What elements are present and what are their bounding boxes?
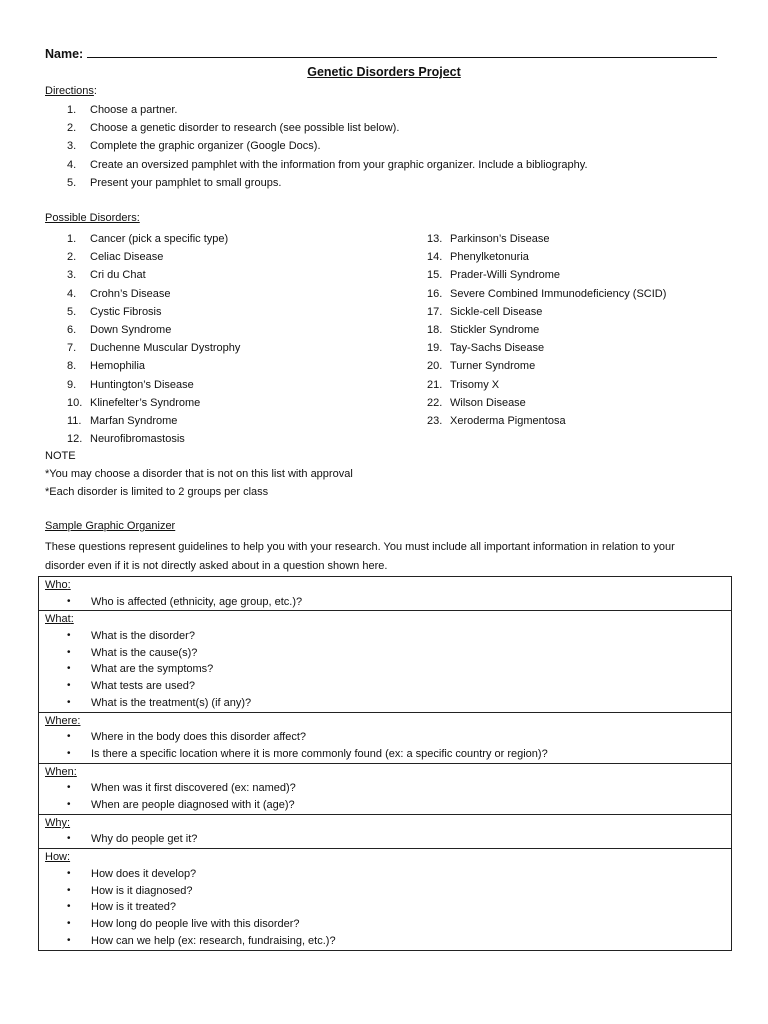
bullet-icon: • bbox=[67, 680, 71, 692]
item-number: 9. bbox=[67, 378, 77, 391]
list-item bbox=[45, 899, 731, 916]
bullet-icon: • bbox=[67, 884, 71, 896]
item-number: 2. bbox=[67, 122, 77, 135]
item-text: Huntington’s Disease bbox=[90, 378, 194, 391]
organizer-heading: Sample Graphic Organizer bbox=[45, 520, 176, 532]
list-item bbox=[45, 866, 731, 883]
item-text: Turner Syndrome bbox=[450, 360, 536, 373]
list-item bbox=[405, 248, 666, 266]
item-text: Cri du Chat bbox=[90, 269, 146, 282]
section-label-text: How bbox=[45, 851, 68, 864]
list-item bbox=[405, 412, 666, 430]
item-number: 18. bbox=[427, 323, 443, 336]
section-label: Who: bbox=[45, 579, 71, 591]
item-number: 14. bbox=[427, 251, 443, 264]
question-text: What is the cause(s)? bbox=[91, 646, 198, 659]
list-item bbox=[45, 266, 240, 284]
list-item bbox=[45, 119, 588, 137]
list-item bbox=[45, 916, 731, 933]
section-questions bbox=[45, 628, 731, 712]
bullet-icon: • bbox=[67, 663, 71, 675]
name-underline bbox=[87, 48, 717, 58]
section-questions bbox=[45, 780, 731, 814]
item-number: 4. bbox=[67, 158, 77, 171]
item-number: 17. bbox=[427, 305, 443, 318]
list-item bbox=[45, 248, 240, 266]
item-text: Wilson Disease bbox=[450, 396, 526, 409]
bullet-icon: • bbox=[67, 934, 71, 946]
question-text: What is the treatment(s) (if any)? bbox=[91, 696, 252, 709]
bullet-icon: • bbox=[67, 595, 71, 607]
item-text: Phenylketonuria bbox=[450, 251, 529, 264]
section-questions bbox=[45, 866, 731, 950]
list-item bbox=[45, 661, 731, 678]
list-item bbox=[45, 137, 588, 155]
question-text: When was it first discovered (ex: named)? bbox=[91, 782, 296, 795]
bullet-icon: • bbox=[67, 782, 71, 794]
section-label-text: Why bbox=[45, 816, 67, 829]
item-number: 5. bbox=[67, 176, 77, 189]
list-item bbox=[45, 831, 731, 848]
disorders-list-left bbox=[45, 230, 240, 448]
list-item bbox=[45, 303, 240, 321]
list-item bbox=[45, 174, 588, 192]
item-text: Present your pamphlet to small groups. bbox=[90, 176, 282, 189]
question-text: How long do people live with this disorder? bbox=[91, 918, 300, 931]
item-text: Tay-Sachs Disease bbox=[450, 342, 545, 355]
disorders-list-right bbox=[405, 230, 666, 430]
list-item bbox=[45, 357, 240, 375]
section-label: Why: bbox=[45, 816, 71, 829]
list-item bbox=[45, 645, 731, 662]
item-number: 19. bbox=[427, 342, 443, 355]
disorders-heading: Possible Disorders: bbox=[45, 212, 140, 224]
question-text: How is it diagnosed? bbox=[91, 884, 193, 897]
list-item bbox=[45, 321, 240, 339]
question-text: Is there a specific location where it is more commonly found (ex: a specific country or region)? bbox=[91, 748, 548, 761]
item-number: 7. bbox=[67, 342, 77, 355]
item-number: 12. bbox=[67, 433, 83, 446]
list-item bbox=[45, 230, 240, 248]
list-item bbox=[45, 797, 731, 814]
item-text: Marfan Syndrome bbox=[90, 414, 178, 427]
graphic-organizer-table bbox=[38, 576, 732, 951]
question-text: Why do people get it? bbox=[91, 833, 198, 846]
list-item bbox=[45, 156, 588, 174]
organizer-section-how bbox=[39, 849, 731, 949]
item-text: Klinefelter’s Syndrome bbox=[90, 396, 201, 409]
item-number: 3. bbox=[67, 269, 77, 282]
list-item bbox=[45, 746, 731, 763]
bullet-icon: • bbox=[67, 748, 71, 760]
item-number: 16. bbox=[427, 287, 443, 300]
note-line: *You may choose a disorder that is not on this list with approval bbox=[45, 468, 353, 480]
question-text: What tests are used? bbox=[91, 680, 195, 693]
item-text: Choose a partner. bbox=[90, 104, 178, 116]
item-text: Prader-Willi Syndrome bbox=[450, 269, 561, 282]
directions-heading-text: Directions bbox=[45, 85, 94, 97]
list-item bbox=[45, 285, 240, 303]
section-label-text: Where bbox=[45, 714, 78, 727]
list-item bbox=[45, 339, 240, 357]
list-item bbox=[405, 321, 666, 339]
bullet-icon: • bbox=[67, 646, 71, 658]
list-item bbox=[405, 266, 666, 284]
list-item bbox=[45, 678, 731, 695]
list-item bbox=[45, 101, 588, 119]
list-item bbox=[45, 780, 731, 797]
item-number: 11. bbox=[67, 414, 82, 427]
list-item bbox=[45, 594, 731, 611]
item-number: 5. bbox=[67, 305, 77, 318]
name-label: Name: bbox=[45, 47, 84, 61]
bullet-icon: • bbox=[67, 629, 71, 641]
question-text: What is the disorder? bbox=[91, 629, 195, 642]
item-text: Cancer (pick a specific type) bbox=[90, 233, 229, 245]
organizer-intro-line: disorder even if it is not directly asked about in a question shown here. bbox=[45, 560, 388, 572]
item-number: 6. bbox=[67, 323, 77, 336]
organizer-section-when bbox=[39, 764, 731, 815]
item-text: Create an oversized pamphlet with the information from your graphic organizer. Include a bibliography. bbox=[90, 158, 588, 171]
list-item bbox=[45, 412, 240, 430]
list-item bbox=[45, 430, 240, 448]
question-text: Where in the body does this disorder affect? bbox=[91, 731, 307, 744]
name-field bbox=[45, 47, 725, 61]
list-item bbox=[405, 394, 666, 412]
item-text: Sickle-cell Disease bbox=[450, 305, 543, 318]
list-item bbox=[45, 933, 731, 950]
organizer-intro-line: These questions represent guidelines to help you with your research. You must include all important information in relation to your bbox=[45, 541, 675, 553]
directions-heading-colon: : bbox=[93, 85, 97, 97]
bullet-icon: • bbox=[67, 731, 71, 743]
bullet-icon: • bbox=[67, 918, 71, 930]
item-number: 13. bbox=[427, 233, 443, 245]
question-text: When are people diagnosed with it (age)? bbox=[91, 799, 295, 812]
list-item bbox=[405, 339, 666, 357]
section-label: What: bbox=[45, 613, 74, 626]
organizer-section-what bbox=[39, 611, 731, 712]
bullet-icon: • bbox=[67, 867, 71, 879]
item-number: 22. bbox=[427, 396, 443, 409]
question-text: How is it treated? bbox=[91, 901, 176, 914]
item-number: 15. bbox=[427, 269, 443, 282]
question-text: What are the symptoms? bbox=[91, 663, 214, 676]
item-number: 4. bbox=[67, 287, 77, 300]
item-text: Hemophilia bbox=[90, 360, 146, 373]
list-item bbox=[405, 376, 666, 394]
item-text: Duchenne Muscular Dystrophy bbox=[90, 342, 241, 355]
section-label-text: Who bbox=[45, 579, 68, 591]
item-text: Stickler Syndrome bbox=[450, 323, 540, 336]
item-number: 3. bbox=[67, 140, 77, 153]
section-label: How: bbox=[45, 851, 71, 864]
section-label: When: bbox=[45, 765, 77, 778]
item-number: 21. bbox=[427, 378, 443, 391]
item-text: Cystic Fibrosis bbox=[90, 305, 162, 318]
note-line: *Each disorder is limited to 2 groups per class bbox=[45, 486, 269, 498]
section-questions bbox=[45, 831, 731, 848]
item-number: 1. bbox=[67, 104, 77, 116]
item-number: 10. bbox=[67, 396, 83, 409]
item-text: Xeroderma Pigmentosa bbox=[450, 414, 566, 427]
organizer-section-where bbox=[39, 713, 731, 764]
section-label-text: What bbox=[45, 613, 71, 626]
section-questions bbox=[45, 594, 731, 611]
question-text: How can we help (ex: research, fundraising, etc.)? bbox=[91, 934, 336, 947]
directions-heading bbox=[45, 85, 97, 97]
section-questions bbox=[45, 729, 731, 763]
item-number: 1. bbox=[67, 233, 77, 245]
item-number: 8. bbox=[67, 360, 77, 373]
list-item bbox=[45, 628, 731, 645]
section-label-text: When bbox=[45, 765, 74, 778]
list-item bbox=[405, 357, 666, 375]
list-item bbox=[45, 729, 731, 746]
bullet-icon: • bbox=[67, 799, 71, 811]
question-text: How does it develop? bbox=[91, 867, 197, 880]
item-text: Choose a genetic disorder to research (see possible list below). bbox=[90, 122, 400, 135]
item-text: Parkinson’s Disease bbox=[450, 233, 550, 245]
bullet-icon: • bbox=[67, 696, 71, 708]
item-number: 2. bbox=[67, 251, 77, 264]
item-number: 23. bbox=[427, 414, 443, 427]
item-text: Down Syndrome bbox=[90, 323, 172, 336]
question-text: Who is affected (ethnicity, age group, etc.)? bbox=[91, 595, 303, 608]
list-item bbox=[45, 394, 240, 412]
list-item bbox=[405, 230, 666, 248]
page-title: Genetic Disorders Project bbox=[307, 65, 461, 79]
bullet-icon: • bbox=[67, 833, 71, 845]
item-text: Celiac Disease bbox=[90, 251, 164, 264]
item-text: Crohn’s Disease bbox=[90, 287, 171, 300]
item-text: Trisomy X bbox=[450, 378, 500, 391]
list-item bbox=[45, 883, 731, 900]
item-text: Neurofibromastosis bbox=[90, 433, 185, 446]
list-item bbox=[405, 303, 666, 321]
note-label: NOTE bbox=[45, 450, 76, 462]
item-text: Complete the graphic organizer (Google Docs). bbox=[90, 140, 321, 153]
item-text: Severe Combined Immunodeficiency (SCID) bbox=[450, 287, 667, 300]
organizer-section-why bbox=[39, 815, 731, 849]
list-item bbox=[405, 285, 666, 303]
organizer-section-who bbox=[39, 577, 731, 611]
list-item bbox=[45, 695, 731, 712]
section-label: Where: bbox=[45, 714, 81, 727]
bullet-icon: • bbox=[67, 901, 71, 913]
directions-list bbox=[45, 101, 588, 192]
item-number: 20. bbox=[427, 360, 443, 373]
list-item bbox=[45, 376, 240, 394]
